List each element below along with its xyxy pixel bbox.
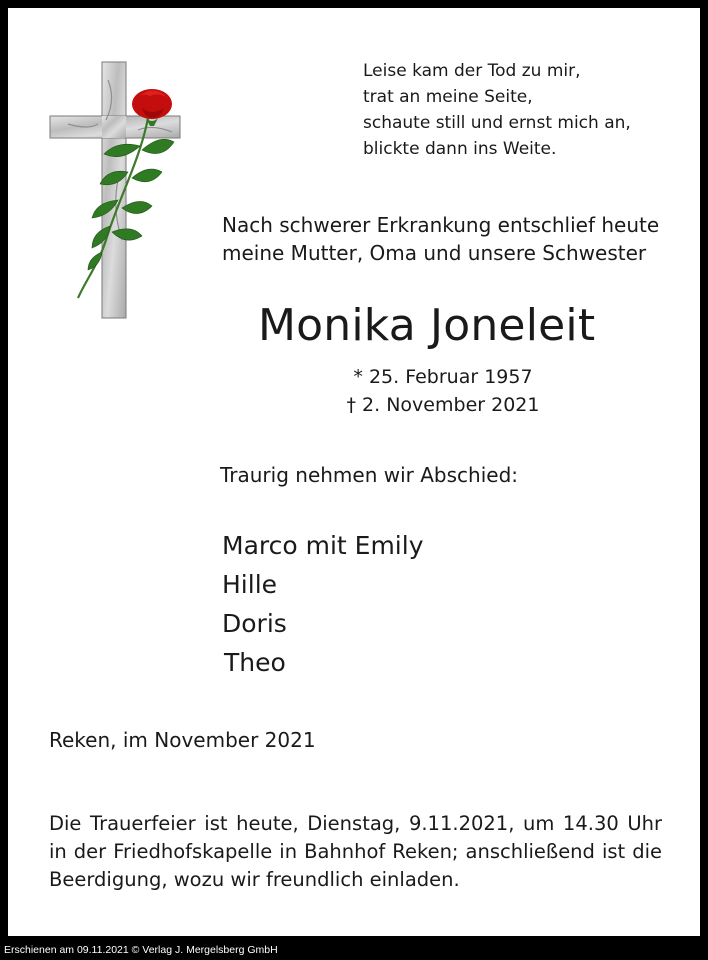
poem-line: Leise kam der Tod zu mir, <box>363 61 581 81</box>
deceased-name: Monika Joneleit <box>258 300 596 351</box>
poem-line: schaute still und ernst mich an, <box>363 113 631 133</box>
mourner-name: Doris <box>222 609 287 638</box>
mourner-name: Theo <box>224 648 286 677</box>
mourners-list <box>222 526 424 682</box>
cross-with-rose-icon <box>48 60 184 322</box>
poem <box>363 58 631 162</box>
intro-line: Nach schwerer Erkrankung entschlief heute <box>222 213 660 237</box>
intro-text <box>222 211 659 267</box>
poem-line: blickte dann ins Weite. <box>363 139 557 159</box>
farewell-line: Traurig nehmen wir Abschied: <box>220 463 518 487</box>
place-date: Reken, im November 2021 <box>49 728 316 752</box>
ceremony-notice: Die Trauerfeier ist heute, Dienstag, 9.11.2021, um 14.30 Uhr in der Friedhofskapelle in Bahnhof Reken; anschließend ist die Beerdigung, wozu wir freundlich einladen. <box>49 812 662 891</box>
death-date: † 2. November 2021 <box>346 394 540 416</box>
publication-footer: Erschienen am 09.11.2021 © Verlag J. Mergelsberg GmbH <box>4 944 278 956</box>
poem-line: trat an meine Seite, <box>363 87 533 107</box>
birth-date: * 25. Februar 1957 <box>353 366 533 388</box>
intro-line: meine Mutter, Oma und unsere Schwester <box>222 241 647 265</box>
mourner-name: Hille <box>222 570 278 599</box>
mourner-name: Marco mit Emily <box>222 531 424 560</box>
life-dates <box>338 363 548 419</box>
obituary-card <box>8 8 700 936</box>
